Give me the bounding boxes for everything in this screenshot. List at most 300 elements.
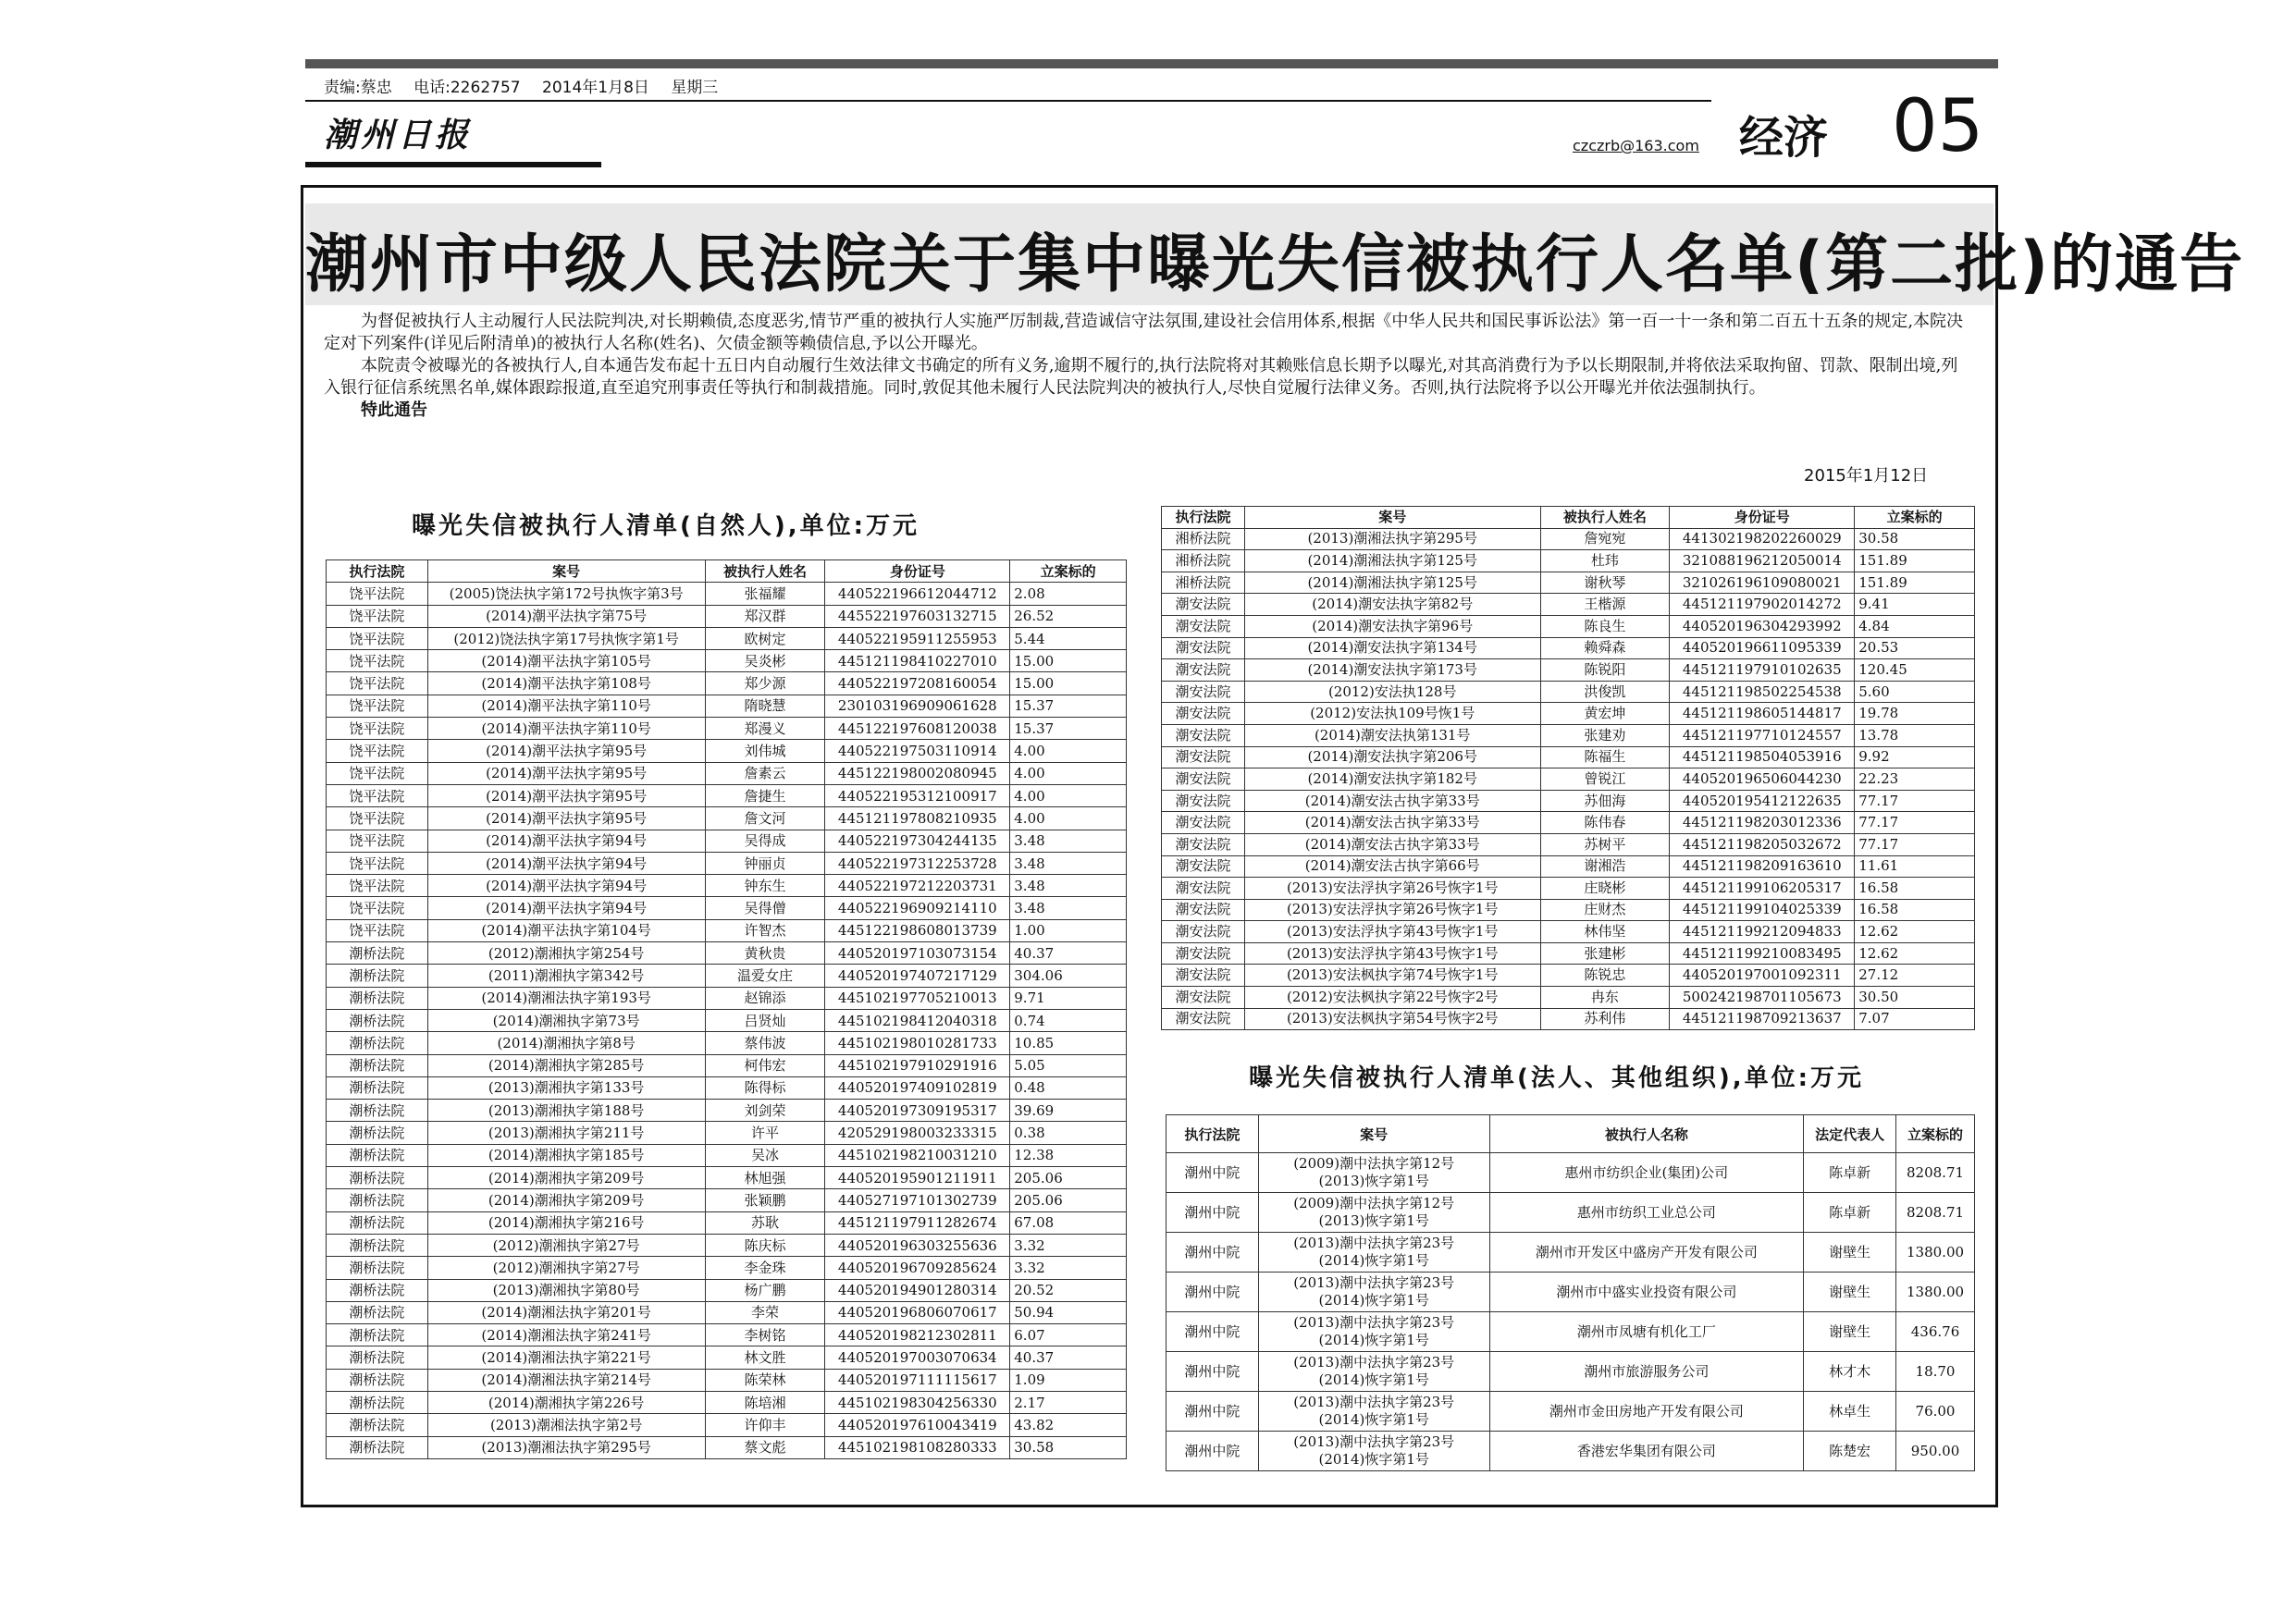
- table-row: [327, 718, 1127, 740]
- table-cell: 潮桥法院: [327, 987, 428, 1009]
- table-cell: 440520197309195317: [825, 1100, 1010, 1122]
- table-cell: 吕贤灿: [705, 1009, 825, 1031]
- table-cell: 1380.00: [1896, 1273, 1975, 1312]
- table-cell: 15.37: [1010, 695, 1127, 717]
- table-row: [327, 583, 1127, 605]
- case-number-line: (2014)恢字第1号: [1318, 1252, 1429, 1269]
- table-cell: 潮安法院: [1162, 594, 1245, 616]
- table-cell: 谢湘浩: [1540, 855, 1670, 878]
- table-cell: 潮安法院: [1162, 965, 1245, 987]
- table-cell: 郑少源: [705, 672, 825, 695]
- table-row: [1162, 572, 1975, 594]
- table-cell: 13.78: [1855, 724, 1975, 746]
- column-header: 身份证号: [1670, 507, 1855, 529]
- table-cell: (2014)潮平法执字第94号: [427, 830, 705, 852]
- table-row: [1162, 878, 1975, 900]
- table-cell: 陈荣林: [705, 1369, 825, 1391]
- case-number-line: (2013)潮中法执字第23号: [1293, 1354, 1455, 1371]
- case-number-line: (2014)恢字第1号: [1318, 1411, 1429, 1428]
- table-cell: 潮桥法院: [327, 1324, 428, 1346]
- table-cell: 440520197003070634: [825, 1346, 1010, 1369]
- table-cell: 庄财杰: [1540, 899, 1670, 921]
- issue-date: 2014年1月8日: [542, 79, 649, 97]
- table-cell: (2013)潮湘执字第80号: [427, 1279, 705, 1301]
- table-cell: (2014)潮安法执字第182号: [1244, 768, 1540, 791]
- table-cell: 李树铭: [705, 1324, 825, 1346]
- table-cell: 冉东: [1540, 987, 1670, 1009]
- table-cell: 4.00: [1010, 784, 1127, 806]
- table-cell: 潮安法院: [1162, 724, 1245, 746]
- table-cell: 潮安法院: [1162, 833, 1245, 855]
- table-cell: 445121197808210935: [825, 807, 1010, 830]
- table-cell: (2014)潮湘法执字第193号: [427, 987, 705, 1009]
- table-row: [327, 627, 1127, 649]
- table-row: [327, 1009, 1127, 1031]
- column-header: 案号: [1244, 507, 1540, 529]
- table-cell: (2011)潮湘执字第342号: [427, 965, 705, 987]
- table-cell: 440522197208160054: [825, 672, 1010, 695]
- table-cell: 钟东生: [705, 875, 825, 897]
- table-cell: 10.85: [1010, 1032, 1127, 1054]
- table-cell: 445121198205032672: [1670, 833, 1855, 855]
- table-cell: 2.08: [1010, 583, 1127, 605]
- table-cell: 吴得成: [705, 830, 825, 852]
- table-cell: 潮桥法院: [327, 1076, 428, 1099]
- table-cell: 8208.71: [1896, 1153, 1975, 1193]
- table-cell: (2013)潮湘法执字第295号: [427, 1436, 705, 1458]
- column-header: 被执行人名称: [1489, 1115, 1804, 1153]
- table-cell: 詹文河: [705, 807, 825, 830]
- table-cell: 欧树定: [705, 627, 825, 649]
- case-number-line: (2009)潮中法执字第12号: [1293, 1195, 1455, 1211]
- table-cell: 77.17: [1855, 790, 1975, 812]
- table-cell: 潮安法院: [1162, 987, 1245, 1009]
- table-cell: 445102198304256330: [825, 1391, 1010, 1413]
- case-number-line: (2014)恢字第1号: [1318, 1332, 1429, 1348]
- table-cell: 陈良生: [1540, 615, 1670, 637]
- table-cell: 0.48: [1010, 1076, 1127, 1099]
- case-number-line: (2013)潮中法执字第23号: [1293, 1314, 1455, 1331]
- table-cell: 500242198701105673: [1670, 987, 1855, 1009]
- table-cell: 苏耿: [705, 1211, 825, 1234]
- table-cell: 4.00: [1010, 740, 1127, 762]
- table-cell: 温爱女庄: [705, 965, 825, 987]
- table-cell: 潮桥法院: [327, 1189, 428, 1211]
- table-cell: 潮桥法院: [327, 1009, 428, 1031]
- table-row: [1162, 790, 1975, 812]
- table-row: [1162, 528, 1975, 550]
- table-cell: 林伟坚: [1540, 921, 1670, 943]
- table-cell: 4.84: [1855, 615, 1975, 637]
- column-header: 案号: [427, 560, 705, 583]
- table-cell: (2013)安法浮执字第26号恢字1号: [1244, 878, 1540, 900]
- table-cell: 440520197001092311: [1670, 965, 1855, 987]
- table-cell: 77.17: [1855, 833, 1975, 855]
- table-cell: (2014)潮平法执字第94号: [427, 897, 705, 919]
- column-header: 立案标的: [1010, 560, 1127, 583]
- table-cell: 陈庆标: [705, 1234, 825, 1256]
- table-cell: 440522195312100917: [825, 784, 1010, 806]
- table-cell: (2014)潮安法古执字第33号: [1244, 833, 1540, 855]
- table-row: [1167, 1273, 1975, 1312]
- table-cell: (2014)潮平法执字第94号: [427, 852, 705, 874]
- legal-persons-subtitle: 曝光失信被执行人清单(法人、其他组织),单位:万元: [1249, 1064, 1865, 1092]
- table-row: [1162, 746, 1975, 768]
- table-row: [1162, 899, 1975, 921]
- table-cell: 3.32: [1010, 1257, 1127, 1279]
- case-number-line: (2014)恢字第1号: [1318, 1292, 1429, 1309]
- table-cell: 12.38: [1010, 1144, 1127, 1166]
- table-cell: 林文胜: [705, 1346, 825, 1369]
- table-cell: 321088196212050014: [1670, 550, 1855, 572]
- table-cell: (2014)潮湘执字第8号: [427, 1032, 705, 1054]
- table-cell: (2014)潮平法执字第108号: [427, 672, 705, 695]
- table-cell: 潮安法院: [1162, 746, 1245, 768]
- column-header: 被执行人姓名: [1540, 507, 1670, 529]
- table-row: [1162, 594, 1975, 616]
- table-cell: (2014)潮湘法执字第201号: [427, 1301, 705, 1323]
- table-cell: 潮桥法院: [327, 1032, 428, 1054]
- table-cell: 潮州中院: [1167, 1392, 1259, 1432]
- table-cell: (2014)潮平法执字第110号: [427, 695, 705, 717]
- weekday: 星期三: [671, 79, 719, 97]
- table-cell: 潮安法院: [1162, 615, 1245, 637]
- table-row: [327, 1324, 1127, 1346]
- table-cell: 陈福生: [1540, 746, 1670, 768]
- table-cell: 湘桥法院: [1162, 572, 1245, 594]
- table-cell: 李荣: [705, 1301, 825, 1323]
- table-cell: 饶平法院: [327, 919, 428, 941]
- table-cell: 陈伟春: [1540, 812, 1670, 834]
- table-row: [327, 650, 1127, 672]
- table-cell: 潮安法院: [1162, 790, 1245, 812]
- case-number-line: (2013)潮中法执字第23号: [1293, 1433, 1455, 1450]
- table-cell: 445102197910291916: [825, 1054, 1010, 1076]
- table-cell: 潮桥法院: [327, 1054, 428, 1076]
- table-cell: (2014)潮安法执第131号: [1244, 724, 1540, 746]
- table-cell: (2014)潮平法执字第110号: [427, 718, 705, 740]
- column-header: 执行法院: [327, 560, 428, 583]
- table-cell: 潮州中院: [1167, 1273, 1259, 1312]
- table-row: [1162, 550, 1975, 572]
- table-row: [1167, 1392, 1975, 1432]
- table-cell: 饶平法院: [327, 718, 428, 740]
- column-header: 立案标的: [1855, 507, 1975, 529]
- natural-persons-table: [326, 559, 1127, 1459]
- table-cell: (2013)安法枫执字第54号恢字2号: [1244, 1008, 1540, 1030]
- table-cell: 杜玮: [1540, 550, 1670, 572]
- table-cell: (2012)安法执128号: [1244, 681, 1540, 703]
- table-cell: 林卓生: [1804, 1392, 1896, 1432]
- header-rule: [305, 100, 1711, 102]
- notice-title: 潮州市中级人民法院关于集中曝光失信被执行人名单(第二批)的通告: [305, 228, 2245, 301]
- table-cell: 445102197705210013: [825, 987, 1010, 1009]
- table-cell: 潮州市开发区中盛房产开发有限公司: [1489, 1233, 1804, 1273]
- table-row: [327, 1211, 1127, 1234]
- table-cell: 7.07: [1855, 1008, 1975, 1030]
- table-row: [1162, 987, 1975, 1009]
- table-cell: 陈卓新: [1804, 1153, 1896, 1193]
- case-number-cell: [1258, 1153, 1489, 1193]
- table-cell: 440520197610043419: [825, 1414, 1010, 1436]
- table-cell: 潮桥法院: [327, 1414, 428, 1436]
- table-cell: (2014)潮平法执字第95号: [427, 740, 705, 762]
- table-cell: (2013)安法枫执字第74号恢字1号: [1244, 965, 1540, 987]
- case-number-cell: [1258, 1312, 1489, 1352]
- table-cell: (2014)潮湘执字第285号: [427, 1054, 705, 1076]
- table-cell: (2013)潮湘法执字第295号: [1244, 528, 1540, 550]
- table-row: [327, 852, 1127, 874]
- table-cell: 67.08: [1010, 1211, 1127, 1234]
- table-row: [1167, 1233, 1975, 1273]
- case-number-cell: [1258, 1233, 1489, 1273]
- table-cell: 饶平法院: [327, 672, 428, 695]
- table-cell: (2014)潮平法执字第95号: [427, 762, 705, 784]
- table-cell: 9.92: [1855, 746, 1975, 768]
- case-number-line: (2013)潮中法执字第23号: [1293, 1235, 1455, 1251]
- table-cell: 26.52: [1010, 605, 1127, 627]
- table-cell: 苏树平: [1540, 833, 1670, 855]
- table-cell: 潮州中院: [1167, 1193, 1259, 1233]
- table-cell: 76.00: [1896, 1392, 1975, 1432]
- notice-closing: 特此通告: [361, 400, 427, 420]
- table-cell: (2013)安法浮执字第26号恢字1号: [1244, 899, 1540, 921]
- table-cell: 1.09: [1010, 1369, 1127, 1391]
- table-cell: 潮安法院: [1162, 855, 1245, 878]
- table-cell: 饶平法院: [327, 740, 428, 762]
- case-number-line: (2014)恢字第1号: [1318, 1451, 1429, 1468]
- table-row: [1167, 1312, 1975, 1352]
- table-cell: 黄宏坤: [1540, 703, 1670, 725]
- case-number-cell: [1258, 1392, 1489, 1432]
- table-cell: 8208.71: [1896, 1193, 1975, 1233]
- table-cell: 潮州中院: [1167, 1153, 1259, 1193]
- table-cell: 20.53: [1855, 637, 1975, 659]
- table-cell: 潮州市旅游服务公司: [1489, 1352, 1804, 1392]
- table-row: [1162, 637, 1975, 659]
- table-cell: 445102198010281733: [825, 1032, 1010, 1054]
- table-cell: 陈锐忠: [1540, 965, 1670, 987]
- page-number: 05: [1892, 85, 1984, 168]
- table-cell: 王楷源: [1540, 594, 1670, 616]
- table-cell: 潮安法院: [1162, 1008, 1245, 1030]
- table-cell: (2013)安法浮执字第43号恢字1号: [1244, 942, 1540, 965]
- table-cell: 304.06: [1010, 965, 1127, 987]
- table-row: [1162, 768, 1975, 791]
- table-cell: 440520195412122635: [1670, 790, 1855, 812]
- table-row: [1162, 833, 1975, 855]
- table-cell: 5.44: [1010, 627, 1127, 649]
- table-row: [1167, 1193, 1975, 1233]
- table-cell: 205.06: [1010, 1189, 1127, 1211]
- table-cell: 赖舜森: [1540, 637, 1670, 659]
- table-cell: 刘剑荣: [705, 1100, 825, 1122]
- masthead-underline: [305, 162, 601, 167]
- table-cell: 詹素云: [705, 762, 825, 784]
- table-cell: 湘桥法院: [1162, 550, 1245, 572]
- table-row: [327, 695, 1127, 717]
- table-cell: 饶平法院: [327, 852, 428, 874]
- table-cell: 440527197101302739: [825, 1189, 1010, 1211]
- table-cell: (2014)潮平法执字第75号: [427, 605, 705, 627]
- table-cell: 潮安法院: [1162, 659, 1245, 682]
- table-cell: 陈卓新: [1804, 1193, 1896, 1233]
- table-cell: 詹宛宛: [1540, 528, 1670, 550]
- table-cell: 饶平法院: [327, 830, 428, 852]
- table-cell: 9.41: [1855, 594, 1975, 616]
- table-cell: 4.00: [1010, 762, 1127, 784]
- case-number-cell: [1258, 1193, 1489, 1233]
- table-row: [327, 1414, 1127, 1436]
- table-cell: (2012)潮湘执字第254号: [427, 942, 705, 965]
- case-number-cell: [1258, 1432, 1489, 1471]
- table-cell: 16.58: [1855, 899, 1975, 921]
- table-cell: 445121198605144817: [1670, 703, 1855, 725]
- table-row: [1162, 1008, 1975, 1030]
- table-cell: 3.48: [1010, 875, 1127, 897]
- table-row: [327, 784, 1127, 806]
- table-cell: 50.94: [1010, 1301, 1127, 1323]
- table-cell: 440520196303255636: [825, 1234, 1010, 1256]
- table-cell: 440522195911255953: [825, 627, 1010, 649]
- table-cell: (2014)潮安法执字第206号: [1244, 746, 1540, 768]
- table-cell: (2014)潮安法执字第82号: [1244, 594, 1540, 616]
- table-cell: 151.89: [1855, 550, 1975, 572]
- table-cell: 151.89: [1855, 572, 1975, 594]
- table-cell: 440522197304244135: [825, 830, 1010, 852]
- table-cell: 445122197608120038: [825, 718, 1010, 740]
- table-cell: 445121198709213637: [1670, 1008, 1855, 1030]
- table-row: [1162, 855, 1975, 878]
- section-name: 经济: [1739, 112, 1829, 164]
- table-cell: 39.69: [1010, 1100, 1127, 1122]
- table-cell: 潮桥法院: [327, 1234, 428, 1256]
- table-cell: 吴炎彬: [705, 650, 825, 672]
- table-cell: 饶平法院: [327, 784, 428, 806]
- table-row: [1162, 681, 1975, 703]
- table-cell: 77.17: [1855, 812, 1975, 834]
- table-cell: 庄晓彬: [1540, 878, 1670, 900]
- email-link[interactable]: czczrb@163.com: [1573, 137, 1699, 154]
- table-cell: 445121198504053916: [1670, 746, 1855, 768]
- table-cell: 440520196611095339: [1670, 637, 1855, 659]
- table-cell: 445121197911282674: [825, 1211, 1010, 1234]
- table-cell: (2014)潮湘法执字第221号: [427, 1346, 705, 1369]
- table-cell: 潮安法院: [1162, 878, 1245, 900]
- table-cell: 3.32: [1010, 1234, 1127, 1256]
- case-number-cell: [1258, 1273, 1489, 1312]
- table-row: [327, 762, 1127, 784]
- table-cell: 445102198210031210: [825, 1144, 1010, 1166]
- table-cell: 黄秋贵: [705, 942, 825, 965]
- table-cell: 柯伟宏: [705, 1054, 825, 1076]
- table-cell: 张颖鹏: [705, 1189, 825, 1211]
- table-cell: 洪俊凯: [1540, 681, 1670, 703]
- table-cell: 436.76: [1896, 1312, 1975, 1352]
- table-cell: (2005)饶法执字第172号执恢字第3号: [427, 583, 705, 605]
- notice-paragraph-2: 本院责令被曝光的各被执行人,自本通告发布起十五日内自动履行生效法律文书确定的所有义务,逾期不履行的,执行法院将对其赖账信息长期予以曝光,对其高消费行为予以长期限制,并将依法采取拘留、罚款、限制出境,列入银行征信系统黑名单,媒体跟踪报道,直至追究刑事责任等执行和制裁措施。同时,敦促其他未履行人民法院判决的被执行人,尽快自觉履行法律义务。否则,执行法院将予以公开曝光并依法强制执行。: [324, 356, 1958, 398]
- table-row: [1162, 659, 1975, 682]
- editor-label: 责编:蔡忠: [324, 79, 392, 97]
- table-cell: (2014)潮湘执字第73号: [427, 1009, 705, 1031]
- table-cell: 潮安法院: [1162, 921, 1245, 943]
- table-cell: 潮州市凤塘有机化工厂: [1489, 1312, 1804, 1352]
- table-cell: 刘伟城: [705, 740, 825, 762]
- table-cell: 潮桥法院: [327, 1436, 428, 1458]
- table-row: [1167, 1153, 1975, 1193]
- table-cell: 440522196909214110: [825, 897, 1010, 919]
- table-cell: 15.00: [1010, 672, 1127, 695]
- table-cell: (2014)潮安法执字第96号: [1244, 615, 1540, 637]
- table-cell: 0.74: [1010, 1009, 1127, 1031]
- column-header: 身份证号: [825, 560, 1010, 583]
- table-row: [327, 1122, 1127, 1144]
- case-number-line: (2013)潮中法执字第23号: [1293, 1274, 1455, 1291]
- table-cell: 谢壁生: [1804, 1273, 1896, 1312]
- table-cell: 陈锐阳: [1540, 659, 1670, 682]
- table-cell: 440520198212302811: [825, 1324, 1010, 1346]
- table-cell: 3.48: [1010, 897, 1127, 919]
- table-cell: 惠州市纺织工业总公司: [1489, 1193, 1804, 1233]
- table-row: [327, 830, 1127, 852]
- table-cell: 张福耀: [705, 583, 825, 605]
- table-cell: 潮州市金田房地产开发有限公司: [1489, 1392, 1804, 1432]
- table-cell: (2014)潮湘执字第226号: [427, 1391, 705, 1413]
- table-row: [327, 942, 1127, 965]
- table-cell: 440522197212203731: [825, 875, 1010, 897]
- table-row: [1162, 615, 1975, 637]
- natural-persons-subtitle: 曝光失信被执行人清单(自然人),单位:万元: [412, 512, 920, 540]
- table-cell: 30.58: [1010, 1436, 1127, 1458]
- table-cell: 440520197407217129: [825, 965, 1010, 987]
- table-cell: 445121198209163610: [1670, 855, 1855, 878]
- table-cell: 43.82: [1010, 1414, 1127, 1436]
- table-cell: 3.48: [1010, 830, 1127, 852]
- table-row: [327, 875, 1127, 897]
- table-cell: 11.61: [1855, 855, 1975, 878]
- table-cell: 惠州市纺织企业(集团)公司: [1489, 1153, 1804, 1193]
- table-cell: 16.58: [1855, 878, 1975, 900]
- table-row: [1162, 724, 1975, 746]
- table-cell: 440520196506044230: [1670, 768, 1855, 791]
- table-cell: 445121198502254538: [1670, 681, 1855, 703]
- table-cell: 陈得标: [705, 1076, 825, 1099]
- case-number-line: (2013)恢字第1号: [1318, 1212, 1429, 1229]
- table-cell: 4.00: [1010, 807, 1127, 830]
- table-cell: 2.17: [1010, 1391, 1127, 1413]
- table-cell: 27.12: [1855, 965, 1975, 987]
- table-cell: 潮桥法院: [327, 1211, 428, 1234]
- table-cell: 潮桥法院: [327, 1369, 428, 1391]
- table-cell: 潮安法院: [1162, 812, 1245, 834]
- table-row: [1167, 1352, 1975, 1392]
- table-cell: (2014)潮平法执字第94号: [427, 875, 705, 897]
- table-cell: 郑汉群: [705, 605, 825, 627]
- table-cell: (2014)潮平法执字第95号: [427, 807, 705, 830]
- table-cell: 香港宏华集团有限公司: [1489, 1432, 1804, 1471]
- table-cell: 隋晓慧: [705, 695, 825, 717]
- table-cell: 饶平法院: [327, 875, 428, 897]
- table-cell: 吴冰: [705, 1144, 825, 1166]
- header-meta: [324, 74, 734, 97]
- table-cell: 潮州中院: [1167, 1312, 1259, 1352]
- table-cell: 饶平法院: [327, 807, 428, 830]
- table-cell: 445122198002080945: [825, 762, 1010, 784]
- table-cell: 440520197103073154: [825, 942, 1010, 965]
- table-row: [327, 1234, 1127, 1256]
- table-row: [327, 1144, 1127, 1166]
- table-row: [327, 987, 1127, 1009]
